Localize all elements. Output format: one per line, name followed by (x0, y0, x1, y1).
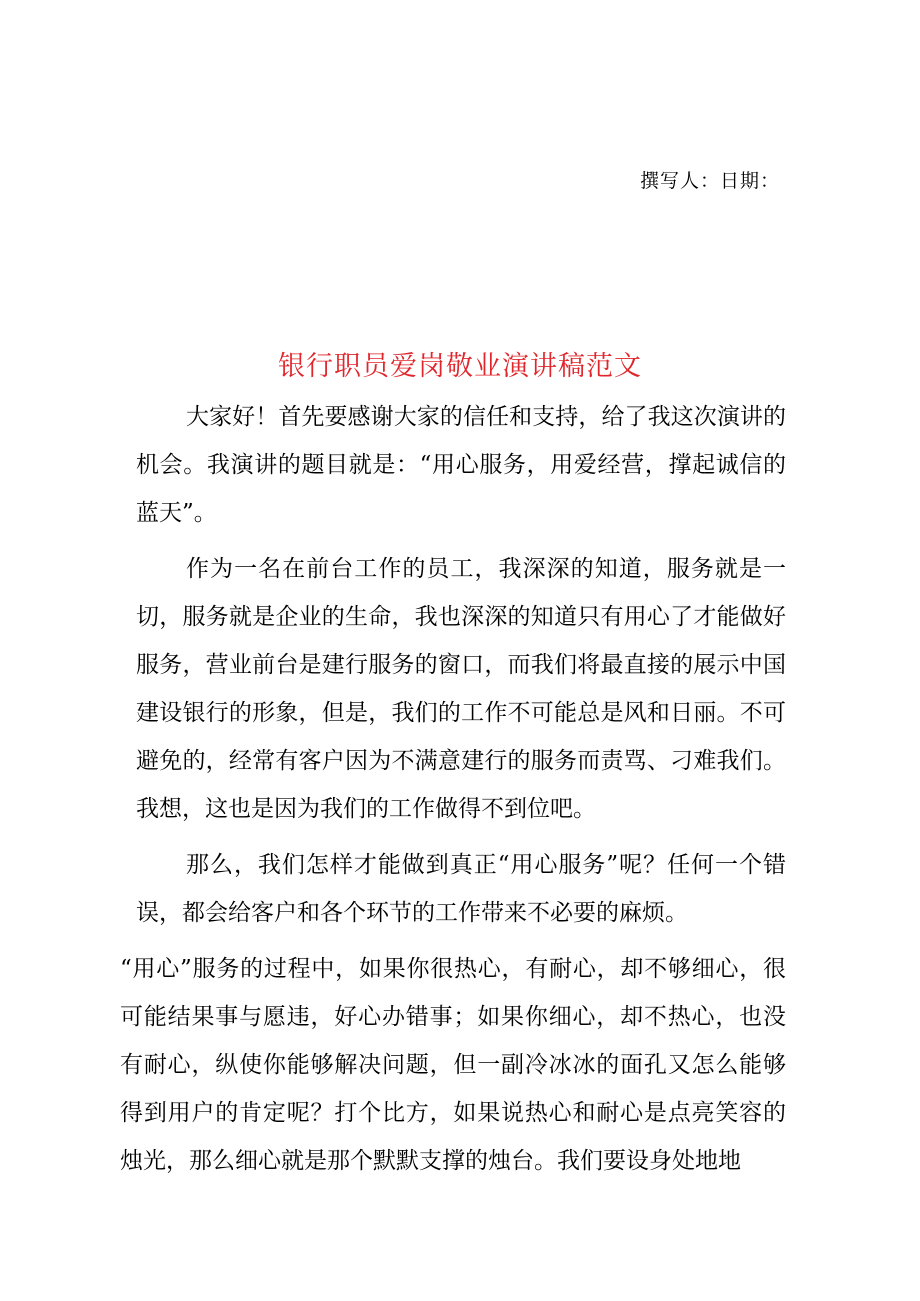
document-title: 银行职员爱岗敬业演讲稿范文 (278, 351, 642, 382)
paragraph: “用心”服务的过程中，如果你很热心，有耐心，却不够细心，很可能结果事与愿违，好心办错事；如果你细心，却不热心，也没有耐心，纵使你能够解决问题，但一副冷冰冰的面孔又怎么能够得到用户的肯定呢？打个比方，如果说热心和耐心是点亮笑容的烛光，那么细心就是那个默默支撑的烛台。我们要设身处地地 (120, 956, 786, 1174)
paragraph: 大家好！首先要感谢大家的信任和支持，给了我这次演讲的机会。我演讲的题目就是：“用心服务，用爱经营，撑起诚信的蓝天”。 (136, 404, 786, 526)
author-date-line: 撰写人：日期： (639, 170, 780, 192)
paragraph: 作为一名在前台工作的员工，我深深的知道，服务就是一切，服务就是企业的生命，我也深深的知道只有用心了才能做好服务，营业前台是建行服务的窗口，而我们将最直接的展示中国建设银行的形象，但是，我们的工作不可能总是风和日丽。不可避免的，经常有客户因为不满意建行的服务而责骂、刁难我们。我想，这也是因为我们的工作做得不到位吧。 (136, 556, 786, 822)
document-body (120, 393, 786, 1193)
paragraph: 那么，我们怎样才能做到真正“用心服务”呢？任何一个错误，都会给客户和各个环节的工作带来不必要的麻烦。 (136, 852, 786, 926)
